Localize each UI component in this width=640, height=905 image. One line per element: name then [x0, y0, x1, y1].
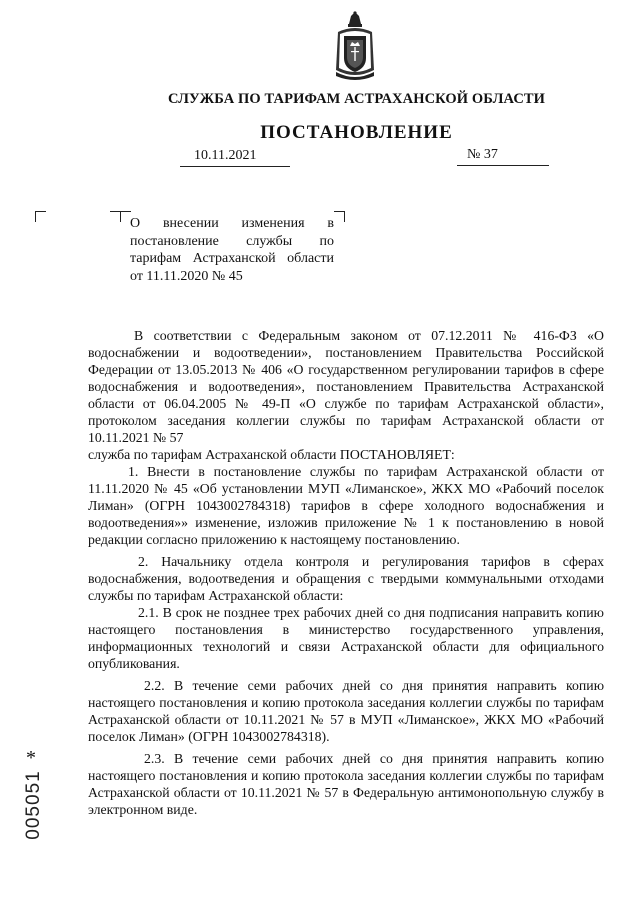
document-subject: О внесении изменения в постановление службы по тарифам Астраханской области от 11.11.2020 № 45 — [130, 216, 334, 284]
resolve-paragraph: служба по тарифам Астраханской области ПОСТАНОВЛЯЕТ: — [88, 447, 455, 462]
organization-name: СЛУЖБА ПО ТАРИФАМ АСТРАХАНСКОЙ ОБЛАСТИ — [167, 91, 546, 107]
item-2-3-paragraph: 2.3. В течение семи рабочих дней со дня принятия направить копию настоящего постановления и копию протокола заседания коллегии службы по тарифам Астраханской области от 10.11.2021 № 57 в Федеральную антимонопольную службу в электронном виде. — [88, 751, 604, 817]
item-2-2-paragraph: 2.2. В течение семи рабочих дней со дня принятия направить копию настоящего постановления и копию протокола заседания коллегии службы по тарифам Астраханской области от 10.11.2021 № 57 в МУП «Лиманское», ЖКХ МО «Рабочий поселок Лиман» (ОГРН 1043002784318). — [88, 678, 604, 744]
document-type-title: ПОСТАНОВЛЕНИЕ — [260, 122, 453, 143]
corner-mark-right — [334, 211, 345, 222]
date-underline — [180, 166, 290, 167]
margin-registration-stamp — [19, 750, 49, 850]
corner-mark-left — [35, 211, 46, 222]
item-1-paragraph: 1. Внести в постановление службы по тарифам Астраханской области от 11.11.2020 № 45 «Об установлении МУП «Лиманское», ЖКХ МО «Рабочий поселок Лиман» (ОГРН 1043002784318) тарифов в сфере холодного водоснабжения и водоотведения»» изменение, изложив приложение № 1 к постановлению в новой редакции согласно приложению к настоящему постановлению. — [88, 464, 604, 547]
coat-of-arms-emblem-icon — [330, 10, 380, 82]
document-body — [88, 327, 604, 818]
document-date: 10.11.2021 — [194, 148, 257, 163]
margin-star-mark: * — [26, 747, 36, 769]
margin-stamp-code: 005051 — [23, 770, 44, 840]
item-2-1-paragraph: 2.1. В срок не позднее трех рабочих дней со дня подписания направить копию настоящего постановления в министерство государственного управления, информационных технологий и связи Астраханской области для официального опубликования. — [88, 605, 604, 671]
document-number: № 37 — [467, 147, 498, 162]
item-2-paragraph: 2. Начальнику отдела контроля и регулирования тарифов в сферах водоснабжения, водоотведения и обращения с твердыми коммунальными отходами службы по тарифам Астраханской области: — [88, 554, 604, 603]
preamble-paragraph: В соответствии с Федеральным законом от 07.12.2011 № 416-ФЗ «О водоснабжении и водоотведении», постановлением Правительства Российской Федерации от 13.05.2013 № 406 «О государственном регулировании тарифов в сфере водоснабжения и водоотведения», постановлением Правительства Астраханской области от 06.04.2005 № 49-П «О службе по тарифам Астраханской области», протоколом заседания коллегии службы по тарифам Астраханской области от 10.11.2021 № 57 — [88, 328, 604, 445]
number-underline — [457, 165, 549, 166]
